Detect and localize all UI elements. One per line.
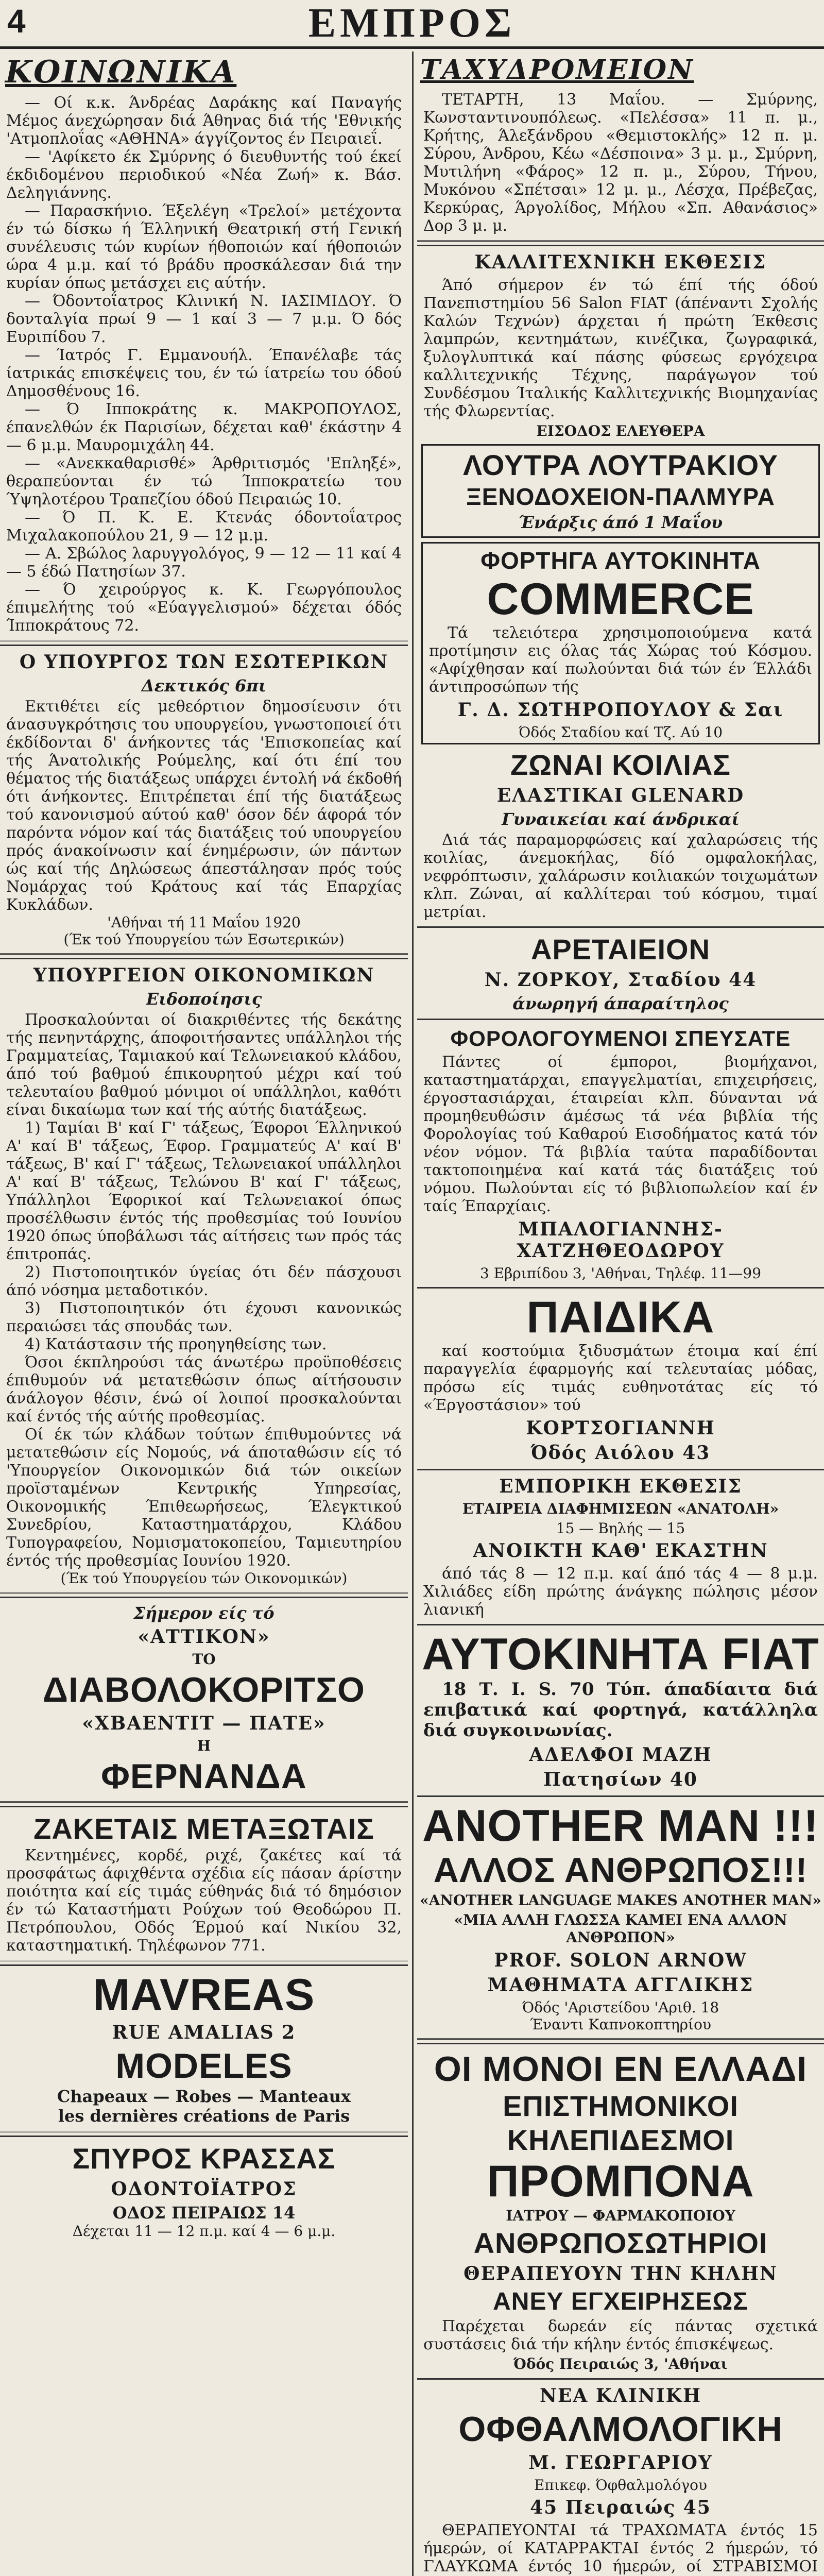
areteion-address: Ν. ΖΟΡΚΟΥ, Σταδίου 44 bbox=[484, 969, 757, 991]
another-man-lessons: ΜΑΘΗΜΑΤΑ ΑΓΓΛΙΚΗΣ bbox=[487, 1974, 754, 1996]
emporiki-company: ΕΤΑΙΡΕΙΑ ΔΙΑΦΗΜΙΣΕΩΝ «ΑΝΑΤΟΛΗ» bbox=[462, 1500, 779, 1517]
zonai-sub: Γυναικείαι καί άνδρικαί bbox=[502, 809, 740, 829]
left-column bbox=[0, 52, 408, 2576]
koinonika-paragraph: — Ό χειρούργος κ. Κ. Γεωργόπουλος έπιμελήτης τού «Εύαγγελισμού» δέχεται όδός Ίπποκράτους 72. bbox=[6, 581, 402, 635]
mavreas-tagline: les dernières créations de Paris bbox=[58, 2106, 350, 2126]
zaketais-body: Κεντημένες, κορδέ, ριχέ, ζακέτες καί τά προσφάτως άφιχθέντα σχέδια είς πάσαν άρίστην ποιότητα καί είς τιμάς εύθηνάς διά τό δημόσιον έν τώ Καταστήματι Ρούχων τού Θεοδώρου Π. Πετρόπουλου, Οδός Έρμού καί Νικίου 32, καταστηματική. Τηλέφωνον 771. bbox=[6, 1846, 402, 1955]
loutraki-opening: Ένάρξις άπό 1 Μαΐου bbox=[518, 513, 723, 532]
fiat-body: 18 Τ. Ι. S. 70 Τύπ. άπαδίαιτα διά επιβατικά καί φορτηγά, κατάλληλα διά συγκοινωνίας. bbox=[423, 1679, 818, 1741]
koinonika-paragraph: — Όδοντοΐατρος Κλινική Ν. ΙΑΣΙΜΙΔΟΥ. Ό δονταλγία πρωί 9 — 1 καί 3 — 7 μ.μ. Ό δός Ευριπίδου 7. bbox=[6, 292, 402, 346]
section-divider bbox=[0, 640, 408, 646]
loutraki-hotel: ΞΕΝΟΔΟΧΕΙΟΝ-ΠΑΛΜΥΡΑ bbox=[466, 483, 775, 510]
another-man-teacher: PROF. SOLON ARNOW bbox=[494, 1950, 747, 1971]
esoterikon-section bbox=[0, 651, 408, 948]
emporiki-open: ΑΝΟΙΚΤΗ ΚΑΘ' ΕΚΑΣΤΗΝ bbox=[473, 1540, 768, 1562]
commerce-ad bbox=[421, 542, 820, 744]
loutraki-title: ΛΟΥΤΡΑ ΛΟΥΤΡΑΚΙΟΥ bbox=[463, 449, 778, 481]
koinonika-title: ΚΟΙΝΩΝΙΚΑ bbox=[5, 54, 237, 90]
section-divider bbox=[0, 2131, 408, 2137]
commerce-address: Όδός Σταδίου καί Τζ. Αύ 10 bbox=[518, 724, 723, 741]
takydromeion-section bbox=[417, 52, 824, 235]
kallitexniki-body: Άπό σήμερον έν τώ έπί τής όδού Πανεπιστημίου 56 Salon FIAT (άπέναντι Σχολής Καλών Τεχνών) άρχεται ή πρώτη Έκθεσις λαμπρών, κεντημάτων, κινέζικα, ζωγραφικά, ξυλογλυπτικά καί πάσης φύσεως εργόχειρα καλλιτεχνικής Τέχνης, παράγωγον τού Συνδέσμου Ίταλικής Καλλιτεχνικής Βιομηχανίας τής Φλωρεντίας. bbox=[423, 276, 818, 420]
mavreas-ad bbox=[0, 1971, 408, 2126]
krassas-profession: ΟΔΟΝΤΟΪΑΤΡΟΣ bbox=[111, 2178, 297, 2200]
paidika-title: ΠΑΙΔΙΚΑ bbox=[526, 1293, 715, 1342]
another-man-quote-en: «ANOTHER LANGUAGE MAKES ANOTHER MAN» bbox=[420, 1892, 821, 1909]
forologoumenoi-address: 3 Εβριπίδου 3, 'Αθήναι, Τηλέφ. 11—99 bbox=[479, 1265, 762, 1282]
right-column bbox=[417, 52, 824, 2576]
section-divider bbox=[417, 2378, 824, 2380]
attikon-film-title-2: ΦΕΡΝΑΝΔΑ bbox=[101, 1757, 307, 1796]
section-divider bbox=[417, 1795, 824, 1797]
zonai-ad bbox=[417, 749, 824, 921]
mavreas-address: RUE AMALIAS 2 bbox=[112, 2022, 296, 2043]
section-divider bbox=[417, 1019, 824, 1020]
monoi-body: Παρέχεται δωρεάν είς πάντας σχετικά συστάσεις διά τήν κήλην έντός έπισκέψεως. bbox=[423, 2317, 818, 2353]
commerce-brand: COMMERCE bbox=[487, 574, 754, 624]
paidika-ad bbox=[417, 1294, 824, 1464]
forologoumenoi-body: Πάντες οί έμποροι, βιομήχανοι, καταστηματάρχαι, επαγγελματίαι, επιχειρήσεις, έργοστασιάρχαι, έταιρείαι κλπ. δύνανται νά προμηθευθώσιν άμέσως τά νέα βιβλία τής Φορολογίας τού Καθαρού Εισοδήματος κατά τόν νέον νόμον. Τά βιβλία ταύτα παραδίδονται τακτοποιημένα καί κατά τάς διατάξεις τού νόμου. Πωλούνται είς τό βιβλιοπωλείον καί έν ταίς Έπαρχίαις. bbox=[423, 1053, 818, 1215]
paidika-body: καί κοστούμια ξιδυσμάτων έτοιμα καί έπί παραγγελία έφαρμογής καί τελευταίας μόδας, πρόσω είς τιμάς ευθηνοτάτας είς τό «Έργοστάσιον» τού bbox=[423, 1342, 818, 1414]
section-divider bbox=[0, 1960, 408, 1966]
attikon-intro: Σήμερον είς τό bbox=[133, 1603, 274, 1623]
monoi-ad bbox=[417, 2049, 824, 2373]
oikonomikon-section bbox=[0, 964, 408, 1587]
areteion-title: ΑΡΕΤΑΙΕΙΟΝ bbox=[530, 933, 711, 965]
kallitexniki-title: ΚΑΛΛΙΤΕΧΝΙΚΗ ΕΚΘΕΣΙΣ bbox=[474, 251, 767, 273]
oikonomikon-paragraph: Όσοι έκπληρούσι τάς άνωτέρω προϋποθέσεις έπιθυμούν νά μετατεθώσιν όπως αίτήσουσιν άνάλογον θέσιν, ένώ οί λοιποί προσκαλούνται καί έντός τής αύτής προθεσμίας. bbox=[6, 1353, 402, 1426]
krassas-address: ΟΔΟΣ ΠΕΙΡΑΙΩΣ 14 bbox=[112, 2203, 296, 2223]
emporiki-ad bbox=[417, 1476, 824, 1619]
section-divider bbox=[0, 1801, 408, 1807]
loutraki-ad bbox=[421, 444, 820, 538]
koinonika-paragraph: — «Ανεκκαθαρισθέ» Άρθριτισμός 'Επληξέ», θεραπεύονται έν τώ Ίπποκρατείω του Ύψηλοτέρου Τραπεζίου όδού Πειραιώς 10. bbox=[6, 454, 402, 509]
column-divider bbox=[412, 52, 414, 2576]
koinonika-paragraph: — Ό Ιπποκράτης κ. ΜΑΚΡΟΠΟΥΛΟΣ, έπανελθών έκ Παρισίων, δέχεται καθ' έκάστην 4 — 6 μ.μ. Μαυρομιχάλη 44. bbox=[6, 400, 402, 454]
ofthalmologiki-body: ΘΕΡΑΠΕΥΟΝΤΑΙ τά ΤΡΑΧΩΜΑΤΑ έντός 15 ήμερών, οί ΚΑΤΑΡΡΑΚΤΑΙ έντός 2 ήμερών, τό ΓΛΑΥΚΩΜΑ έντός 10 ήμερών, οί ΣΤΡΑΒΙΣΜΟΙ bbox=[423, 2521, 818, 2575]
takydromeion-body: ΤΕΤΑΡΤΗ, 13 Μαΐου. — Σμύρνης, Κωνσταντινουπόλεως. «Πελέσσα» 11 π. μ., Κρήτης, Άλεξάνδρου «Θεμιστοκλής» 12 π. μ. Σύρου, Άνδρου, Κέω «Δέσποινα» 3 μ. μ., Σμύρνη, Μυτιλήνη «Φάρος» 12 π. μ., Σύρου, Τήνου, Μυκόνου «Σπέτσαι» 12 μ. μ., Λέσχα, Πρέβεζας, Κερκύρας, Άργολίδος, Μήλου «Σπ. Αθανάσιος» Δορ 3 μ. μ. bbox=[423, 91, 818, 235]
fiat-ad bbox=[417, 1631, 824, 1790]
monoi-brand: ΠΡΟΜΠΟΝΑ bbox=[487, 2157, 754, 2206]
koinonika-paragraph: — Ό Π. Κ. Ε. Κτενάς όδοντοΐατρος Μιχαλακοπούλου 21, 9 — 12 μ.μ. bbox=[6, 509, 402, 545]
oikonomikon-paragraph: Προσκαλούνται οί διακριθέντες τής δεκάτης τής πενηντάρχης, άποφοιτήσαντες υπάλληλοι τής Γραμματείας, Ταμιακού καί Τελωνειακού κλάδου, άπό τού βαθμού έπικουρητού μέχρι καί τού τελευταίου βαθμού μόνιμοι οί υπάλληλοι, καθότι είναι δικαίωμα των καί τής αύτής διατάξεως. bbox=[6, 1011, 402, 1119]
allos-anthropos-title: ΑΛΛΟΣ ΑΝΘΡΩΠΟΣ!!! bbox=[433, 1851, 808, 1890]
monoi-tagline: ΑΝΘΡΩΠΟΣΩΤΗΡΙΟΙ bbox=[473, 2227, 768, 2259]
section-divider bbox=[0, 1592, 408, 1598]
krassas-ad bbox=[0, 2142, 408, 2240]
oikonomikon-title: ΥΠΟΥΡΓΕΙΟΝ ΟΙΚΟΝΟΜΙΚΩΝ bbox=[33, 964, 375, 986]
krassas-hours: Δέχεται 11 — 12 π.μ. καί 4 — 6 μ.μ. bbox=[72, 2223, 336, 2240]
mavreas-name: MAVREAS bbox=[93, 1970, 315, 2020]
ofthalmologiki-address: 45 Πειραιώς 45 bbox=[530, 2497, 711, 2518]
attikon-film-title: ΔΙΑΒΟΛΟΚΟΡΙΤΣΟ bbox=[43, 1670, 365, 1709]
newspaper-name: ΕΜΠΡΟΣ bbox=[308, 1, 516, 46]
monoi-product: ΚΗΛΕΠΙΔΕΣΜΟΙ bbox=[507, 2124, 734, 2156]
section-divider bbox=[417, 2038, 824, 2044]
forologoumenoi-seller: ΜΠΑΛΟΓΙΑΝΝΗΣ-ΧΑΤΖΗΘΕΟΔΩΡΟΥ bbox=[517, 1218, 725, 1262]
page-number: 4 bbox=[7, 3, 26, 40]
commerce-body: Τά τελειότερα χρησιμοποιούμενα κατά προτίμησιν εις όλας τάς Χώρας τού Κόσμου. «Αφίχθησαν καί πωλούνται διά τών έν Έλλάδι άντιπροσώπων τής bbox=[429, 624, 812, 696]
ofthalmologiki-new: ΝΕΑ ΚΛΙΝΙΚΗ bbox=[540, 2385, 701, 2406]
section-divider bbox=[417, 1287, 824, 1289]
paidika-address: Όδός Αιόλου 43 bbox=[530, 1442, 711, 1464]
oikonomikon-paragraph: 2) Πιστοποιητικόν ύγείας ότι δέν πάσχουσι άπό νόσημα μεταδοτικόν. bbox=[6, 1263, 402, 1299]
monoi-address: Όδός Πειραιώς 3, 'Αθήναι bbox=[513, 2355, 728, 2372]
ofthalmologiki-ad bbox=[417, 2385, 824, 2576]
section-divider bbox=[417, 1469, 824, 1470]
oikonomikon-paragraph: 4) Κατάστασιν τής προηγηθείσης των. bbox=[25, 1335, 327, 1353]
another-man-ad bbox=[417, 1802, 824, 2033]
oikonomikon-paragraph: Οί έκ τών κλάδων τούτων έπιθυμούντες νά μετατεθώσιν είς Νομούς, νά άποταθώσιν είς τό 'Υπουργείον Οικονομικών διά τών οικείων προϊσταμένων Κεντρικής Υπηρεσίας, Οικονομικής Έπιθεωρήσεως, Έλεγκτικού Συνεδρίου, Καταστηματάρχου, Κλάδου Τυπογραφείου, Νομισματοκοπείου, Ταμιευτηρίου έντός τής προθεσμίας Ιουνίου 1920. bbox=[6, 1426, 402, 1570]
forologoumenoi-title: ΦΟΡΟΛΟΓΟΥΜΕΝΟΙ ΣΠΕΥΣΑΤΕ bbox=[450, 1026, 791, 1050]
esoterikon-source: (Έκ τού Υπουργείου τών Εσωτερικών) bbox=[63, 931, 345, 948]
monoi-profession: ΙΑΤΡΟΥ — ΦΑΡΜΑΚΟΠΟΙΟΥ bbox=[506, 2207, 735, 2224]
esoterikon-title: Ο ΥΠΟΥΡΓΟΣ ΤΩΝ ΕΣΩΤΕΡΙΚΩΝ bbox=[19, 651, 389, 673]
koinonika-paragraph: — Ίατρός Γ. Εμμανουήλ. Έπανέλαβε τάς ίατρικάς επισκέψεις του, έν τώ ίατρείω του όδού Δημοσθένους 16. bbox=[6, 346, 402, 400]
section-divider bbox=[417, 240, 824, 246]
section-divider bbox=[417, 926, 824, 928]
attikon-or: Η bbox=[197, 1737, 211, 1754]
koinonika-paragraph: — Α. Σβώλος λαρυγγολόγος, 9 — 12 — 11 καί 4 — 5 έδώ Πατησίων 37. bbox=[6, 545, 402, 581]
koinonika-paragraph: — Οί κ.κ. Άνδρέας Δαράκης καί Παναγής Μέμος άνεχώρησαν διά Άθηνας διά τής 'Εθνικής 'Ατμοπλοΐας «ΑΘΗΝΑ» άγγίζοντος έν Πειραιεΐ. bbox=[6, 94, 402, 148]
oikonomikon-paragraph: 3) Πιστοποιητικόν ότι έχουσι κανονικώς περαιώσει τάς σπουδάς των. bbox=[6, 1299, 402, 1335]
esoterikon-subtitle: Δεκτικός 6πι bbox=[141, 676, 267, 696]
zonai-title: ΖΩΝΑΙ ΚΟΙΛΙΑΣ bbox=[510, 749, 731, 781]
krassas-name: ΣΠΥΡΟΣ ΚΡΑΣΣΑΣ bbox=[72, 2142, 336, 2175]
forologoumenoi-ad bbox=[417, 1025, 824, 1282]
takydromeion-title: ΤΑΧΥΔΡΟΜΕΙΟΝ bbox=[420, 54, 694, 86]
emporiki-street: 15 — Βηλής — 15 bbox=[556, 1520, 685, 1537]
monoi-headline: ΟΙ ΜΟΝΟΙ ΕΝ ΕΛΛΑΔΙ bbox=[434, 2049, 808, 2089]
another-man-quote-gr: «ΜΙΑ ΑΛΛΗ ΓΛΩΣΣΑ ΚΑΜΕΙ ΕΝΑ ΑΛΛΟΝ ΑΝΘΡΩΠΟΝ» bbox=[454, 1911, 787, 1946]
esoterikon-date: 'Αθήναι τή 11 Μαΐου 1920 bbox=[107, 914, 301, 931]
fiat-title: ΑΥΤΟΚΙΝΗΤΑ FIAT bbox=[422, 1630, 819, 1679]
zonai-body: Διά τάς παραμορφώσεις καί χαλαρώσεις τής κοιλίας, άνεμοκήλας, δίό ομφαλοκήλας, νεφρόπτωσιν, χαλάρωσιν κοιλιακών τοιχωμάτων κλπ. Ζώναι, αί καλλίτεραι τού κόσμου, τιμαί μετρίαι. bbox=[423, 831, 818, 921]
mavreas-modeles: MODELES bbox=[115, 2046, 293, 2086]
esoterikon-body: Εκτιθέτει είς μεθεόρτιον δημοσίευσιν ότι άνασυγκρότησις του υπουργείου, γνωστοποιεί ότι έκδίδονται δ' άνήκοντες τάς 'Επισκοπείας καί τής Άνατολικής Ρούμελης, καί ότι έπί του θέματος τής διατάξεως υπάρχει έντολή νά έκδοθή ότι άνήκοντες. Επιτρέπεται έπί τής διατάξεως τού κανονισμού αύτού καθ' όσον δέν άφορά τόν παρόντα νόμον καί τάς διατάξεις τού υπουργείου πρός άνακοίνωσιν καί ένημέρωσιν, ών πάντων ώς καί τής Δηλώσεως άπεστάλησαν πρός τούς Νομάρχας τού Κράτους καί τάς Επαρχίας Κυκλάδων. bbox=[6, 698, 402, 914]
another-man-address: Όδός 'Αριστείδου 'Αριθ. 18 bbox=[522, 1999, 719, 2016]
attikon-venue: «ΑΤΤΙΚΟΝ» bbox=[138, 1626, 270, 1648]
zaketais-title: ΖΑΚΕΤΑΙΣ ΜΕΤΑΞΩΤΑΙΣ bbox=[33, 1812, 374, 1845]
koinonika-paragraph: — Παρασκήνιο. Έξελέγη «Τρελοί» μετέχοντα έν τώ δίσκω ή Έλληνική Θεατρική στή Γενική συνέλευσις τών κυρίων ήθοποιών καί ήθοποιών ώρα 4 μ.μ. καί τό βράδυ προσκάλεσαν διά την κυρίαν όπως μετάσχει εις αύτήν. bbox=[6, 202, 402, 292]
areteion-note: άνωρηγή άπαραίτηλος bbox=[512, 994, 729, 1013]
emporiki-title: ΕΜΠΟΡΙΚΗ ΕΚΘΕΣΙΣ bbox=[499, 1476, 742, 1497]
areteion-ad bbox=[417, 933, 824, 1013]
fiat-address: Πατησίων 40 bbox=[543, 1769, 698, 1790]
oikonomikon-subtitle: Ειδοποίησις bbox=[146, 989, 262, 1009]
section-divider bbox=[417, 1624, 824, 1625]
commerce-heading: ΦΟΡΤΗΓΑ ΑΥΤΟΚΙΝΗΤΑ bbox=[480, 547, 761, 574]
emporiki-body: άπό τάς 8 — 12 π.μ. καί άπό τάς 4 — 8 μ.μ. Χιλιάδες είδη πρώτης άνάγκης πώλησις μέσον λιανική bbox=[423, 1565, 818, 1619]
ofthalmologiki-role: Επικεφ. Όφθαλμολόγου bbox=[534, 2477, 707, 2494]
zonai-brand: ΕΛΑΣΤΙΚΑΙ GLENARD bbox=[496, 785, 745, 806]
section-divider bbox=[0, 953, 408, 959]
attikon-ad bbox=[0, 1603, 408, 1796]
fiat-agent: ΑΔΕΛΦΟΙ ΜΑΖΗ bbox=[529, 1744, 712, 1766]
oikonomikon-source: (Έκ τού Υπουργείου τών Οικονομικών) bbox=[60, 1570, 348, 1587]
monoi-claim: ΘΕΡΑΠΕΥΟΥΝ ΤΗΝ ΚΗΛΗΝ bbox=[464, 2263, 778, 2284]
monoi-claim-2: ΑΝΕΥ ΕΓΧΕΙΡΗΣΕΩΣ bbox=[493, 2288, 748, 2315]
kallitexniki-section bbox=[417, 251, 824, 440]
attikon-article: ΤΟ bbox=[192, 1651, 216, 1668]
monoi-scientific: ΕΠΙΣΤΗΜΟΝΙΚΟΙ bbox=[503, 2090, 739, 2122]
ofthalmologiki-title: ΟΦΘΑΛΜΟΛΟΓΙΚΗ bbox=[458, 2410, 783, 2449]
zaketais-ad bbox=[0, 1812, 408, 1955]
mavreas-items: Chapeaux — Robes — Manteaux bbox=[57, 2087, 351, 2106]
koinonika-section bbox=[0, 54, 408, 635]
another-man-landmark: Έναντι Καπνοκοπτηρίου bbox=[530, 2016, 711, 2033]
commerce-agent: Γ. Δ. ΣΩΤΗΡΟΠΟΥΛΟΥ & Σαι bbox=[457, 699, 784, 721]
ofthalmologiki-doctor: Μ. ΓΕΩΡΓΑΡΙΟΥ bbox=[528, 2452, 713, 2473]
kallitexniki-entry: ΕΙΣΟΔΟΣ ΕΛΕΥΘΕΡΑ bbox=[536, 422, 705, 439]
oikonomikon-paragraph: 1) Ταμίαι Β' καί Γ' τάξεως, Έφοροι Έλληνικού Α' καί Β' τάξεως, Έφορ. Γραμματεύς Α' καί Β' τάξεως, Β' καί Γ' τάξεως, Τελωνειακοί υπάλληλοι Α' καί Β' τάξεως, Τελώνου Β' καί Γ' τάξεως, Υπάλληλοι Έφορικοί καί Τελωνειακοί όπως προσέλθωσιν έντός τής προθεσμίας τού Ιουνίου 1920 όπως ύποβάλωσι τάς αίτήσεις των πρός τάς έπιτροπάς. bbox=[6, 1119, 402, 1263]
koinonika-paragraph: — 'Αφίκετο έκ Σμύρνης ό διευθυντής τού έκεί έκδιδομένου περιοδικού «Νέα Ζωή» κ. Βάσ. Δεληγιάννης. bbox=[6, 148, 402, 202]
masthead bbox=[0, 0, 824, 49]
another-man-title: ANOTHER MAN !!! bbox=[422, 1801, 819, 1851]
attikon-studio: «ΧΒΑΕΝΤΙΤ — ΠΑΤΕ» bbox=[82, 1713, 326, 1734]
paidika-name: ΚΟΡΤΣΟΓΙΑΝΝΗ bbox=[526, 1417, 715, 1439]
